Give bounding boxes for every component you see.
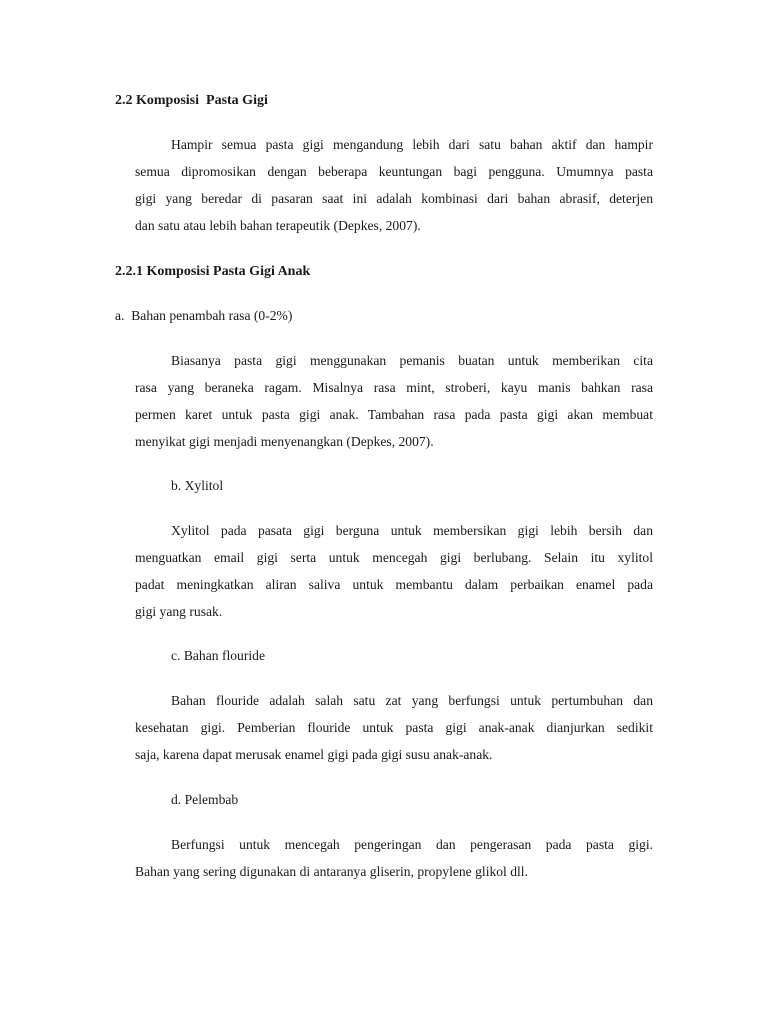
item-paragraph-d	[135, 831, 653, 885]
paragraph-line: permen karet untuk pasta gigi anak. Tambahan rasa pada pasta gigi akan membuat	[135, 407, 653, 422]
intro-paragraph	[135, 131, 653, 239]
paragraph-line: rasa yang beraneka ragam. Misalnya rasa mint, stroberi, kayu manis bahkan rasa	[135, 380, 653, 395]
paragraph-line: menguatkan email gigi serta untuk mencegah gigi berlubang. Selain itu xylitol	[135, 550, 653, 565]
paragraph-line: Hampir semua pasta gigi mengandung lebih dari satu bahan aktif dan hampir	[171, 137, 653, 152]
paragraph-line: padat meningkatkan aliran saliva untuk membantu dalam perbaikan enamel pada	[135, 577, 653, 592]
paragraph-line: Bahan yang sering digunakan di antaranya gliserin, propylene glikol dll.	[135, 864, 528, 879]
item-label-c: c. Bahan flouride	[171, 648, 265, 663]
item-label-d: d. Pelembab	[171, 792, 239, 807]
paragraph-line: gigi yang beredar di pasaran saat ini adalah kombinasi dari bahan abrasif, deterjen	[135, 191, 653, 206]
item-paragraph-b	[135, 517, 653, 625]
paragraph-line: semua dipromosikan dengan beberapa keuntungan bagi pengguna. Umumnya pasta	[135, 164, 653, 179]
item-paragraph-c	[135, 687, 653, 768]
paragraph-line: kesehatan gigi. Pemberian flouride untuk pasta gigi anak-anak dianjurkan sedikit	[135, 720, 653, 735]
paragraph-line: dan satu atau lebih bahan terapeutik (Depkes, 2007).	[135, 218, 421, 233]
paragraph-line: Xylitol pada pasata gigi berguna untuk membersikan gigi lebih bersih dan	[171, 523, 653, 538]
paragraph-line: Berfungsi untuk mencegah pengeringan dan pengerasan pada pasta gigi.	[171, 837, 653, 852]
item-label-a: a. Bahan penambah rasa (0-2%)	[115, 308, 293, 323]
paragraph-line: Bahan flouride adalah salah satu zat yang berfungsi untuk pertumbuhan dan	[171, 693, 653, 708]
paragraph-line: gigi yang rusak.	[135, 604, 223, 619]
item-label-b: b. Xylitol	[171, 478, 224, 493]
subsection-heading: 2.2.1 Komposisi Pasta Gigi Anak	[115, 264, 311, 279]
item-paragraph-a	[135, 347, 653, 455]
paragraph-line: menyikat gigi menjadi menyenangkan (Depkes, 2007).	[135, 434, 434, 449]
paragraph-line: Biasanya pasta gigi menggunakan pemanis buatan untuk memberikan cita	[171, 353, 653, 368]
paragraph-line: saja, karena dapat merusak enamel gigi pada gigi susu anak-anak.	[135, 747, 493, 762]
section-heading: 2.2 Komposisi Pasta Gigi	[115, 93, 268, 108]
